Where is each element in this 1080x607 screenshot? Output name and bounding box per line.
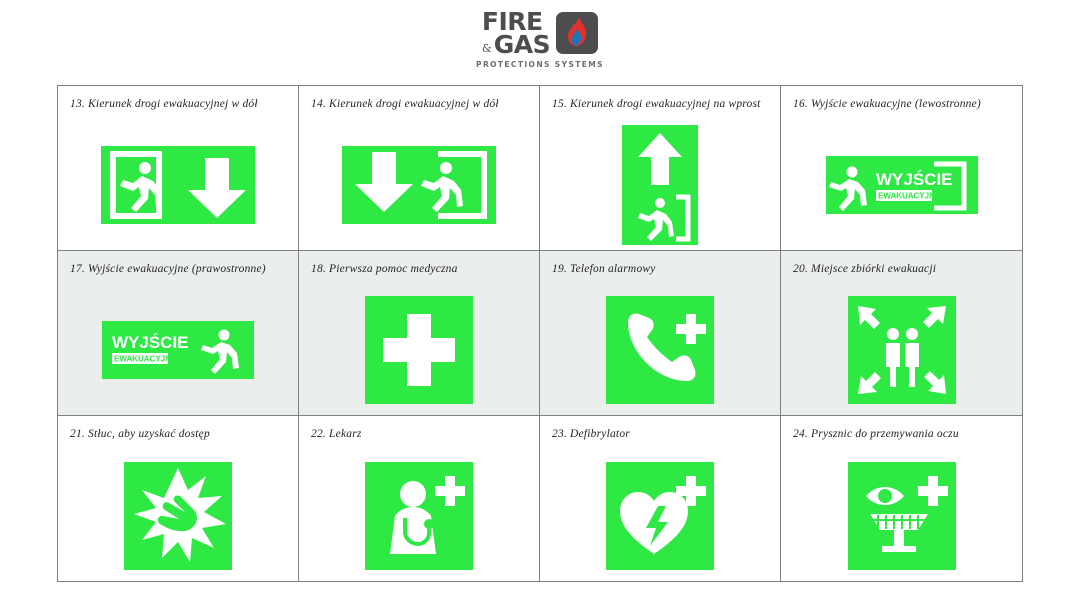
sign-cell-24[interactable]: [781, 416, 1022, 581]
logo-top-row: [481, 7, 598, 59]
exit-arrow-up-straight-ahead-icon: [540, 126, 780, 244]
exit-arrow-down-running-man-left-icon: [299, 126, 539, 244]
emergency-exit-right-icon: [58, 291, 298, 409]
sign-cell-18[interactable]: [299, 251, 540, 416]
eye-wash-shower-icon: [781, 456, 1022, 575]
flame-badge-icon: [556, 12, 598, 54]
sign-cell-20[interactable]: [781, 251, 1022, 416]
logo-ampersand: &: [481, 41, 492, 55]
sign-cell-13[interactable]: [58, 86, 299, 251]
sign-cell-21[interactable]: [58, 416, 299, 581]
defibrillator-aed-heart-icon: [540, 456, 780, 575]
table-row: [58, 251, 1022, 416]
sign-label-19: 19. Telefon alarmowy: [552, 263, 656, 275]
svg-text:WYJŚCIE: WYJŚCIE: [112, 333, 189, 352]
sign-cell-17[interactable]: [58, 251, 299, 416]
table-row: [58, 416, 1022, 581]
doctor-physician-icon: [299, 456, 539, 575]
sign-cell-23[interactable]: [540, 416, 781, 581]
exit-running-man-arrow-down-right-icon: [58, 126, 298, 244]
sign-cell-16[interactable]: [781, 86, 1022, 251]
brand-logo: [0, 7, 1080, 69]
sign-label-24: 24. Prysznic do przemywania oczu: [793, 428, 959, 440]
sign-label-15: 15. Kierunek drogi ewakuacyjnej na wprost: [552, 98, 761, 110]
signs-table: [57, 85, 1023, 582]
logo-text-gas: GAS: [493, 30, 551, 59]
sign-cell-22[interactable]: [299, 416, 540, 581]
sign-cell-15[interactable]: [540, 86, 781, 251]
emergency-exit-left-icon: [781, 126, 1022, 244]
logo-wordmark: [481, 7, 551, 59]
table-row: [58, 86, 1022, 251]
logo-text-fire: FIRE: [481, 7, 543, 36]
sign-label-21: 21. Stłuc, aby uzyskać dostęp: [70, 428, 210, 440]
logo-tagline: PROTECTIONS SYSTEMS: [476, 60, 604, 69]
sign-cell-14[interactable]: [299, 86, 540, 251]
sign-cell-19[interactable]: [540, 251, 781, 416]
evacuation-assembly-point-icon: [781, 291, 1022, 409]
sign-label-17: 17. Wyjście ewakuacyjne (prawostronne): [70, 263, 266, 275]
break-glass-to-access-icon: [58, 456, 298, 575]
first-aid-cross-icon: [299, 291, 539, 409]
sign-label-13: 13. Kierunek drogi ewakuacyjnej w dół: [70, 98, 258, 110]
sign-label-16: 16. Wyjście ewakuacyjne (lewostronne): [793, 98, 981, 110]
sign-label-20: 20. Miejsce zbiórki ewakuacji: [793, 263, 937, 275]
sign-label-23: 23. Defibrylator: [552, 428, 630, 440]
emergency-telephone-icon: [540, 291, 780, 409]
flame-icon: [556, 12, 598, 54]
svg-text:EWAKUACYJNE: EWAKUACYJNE: [877, 191, 940, 201]
svg-text:EWAKUACYJNE: EWAKUACYJNE: [114, 354, 177, 364]
svg-text:WYJŚCIE: WYJŚCIE: [875, 170, 953, 189]
sign-label-14: 14. Kierunek drogi ewakuacyjnej w dół: [311, 98, 499, 110]
sign-label-22: 22. Lekarz: [311, 428, 362, 440]
sign-label-18: 18. Pierwsza pomoc medyczna: [311, 263, 458, 275]
